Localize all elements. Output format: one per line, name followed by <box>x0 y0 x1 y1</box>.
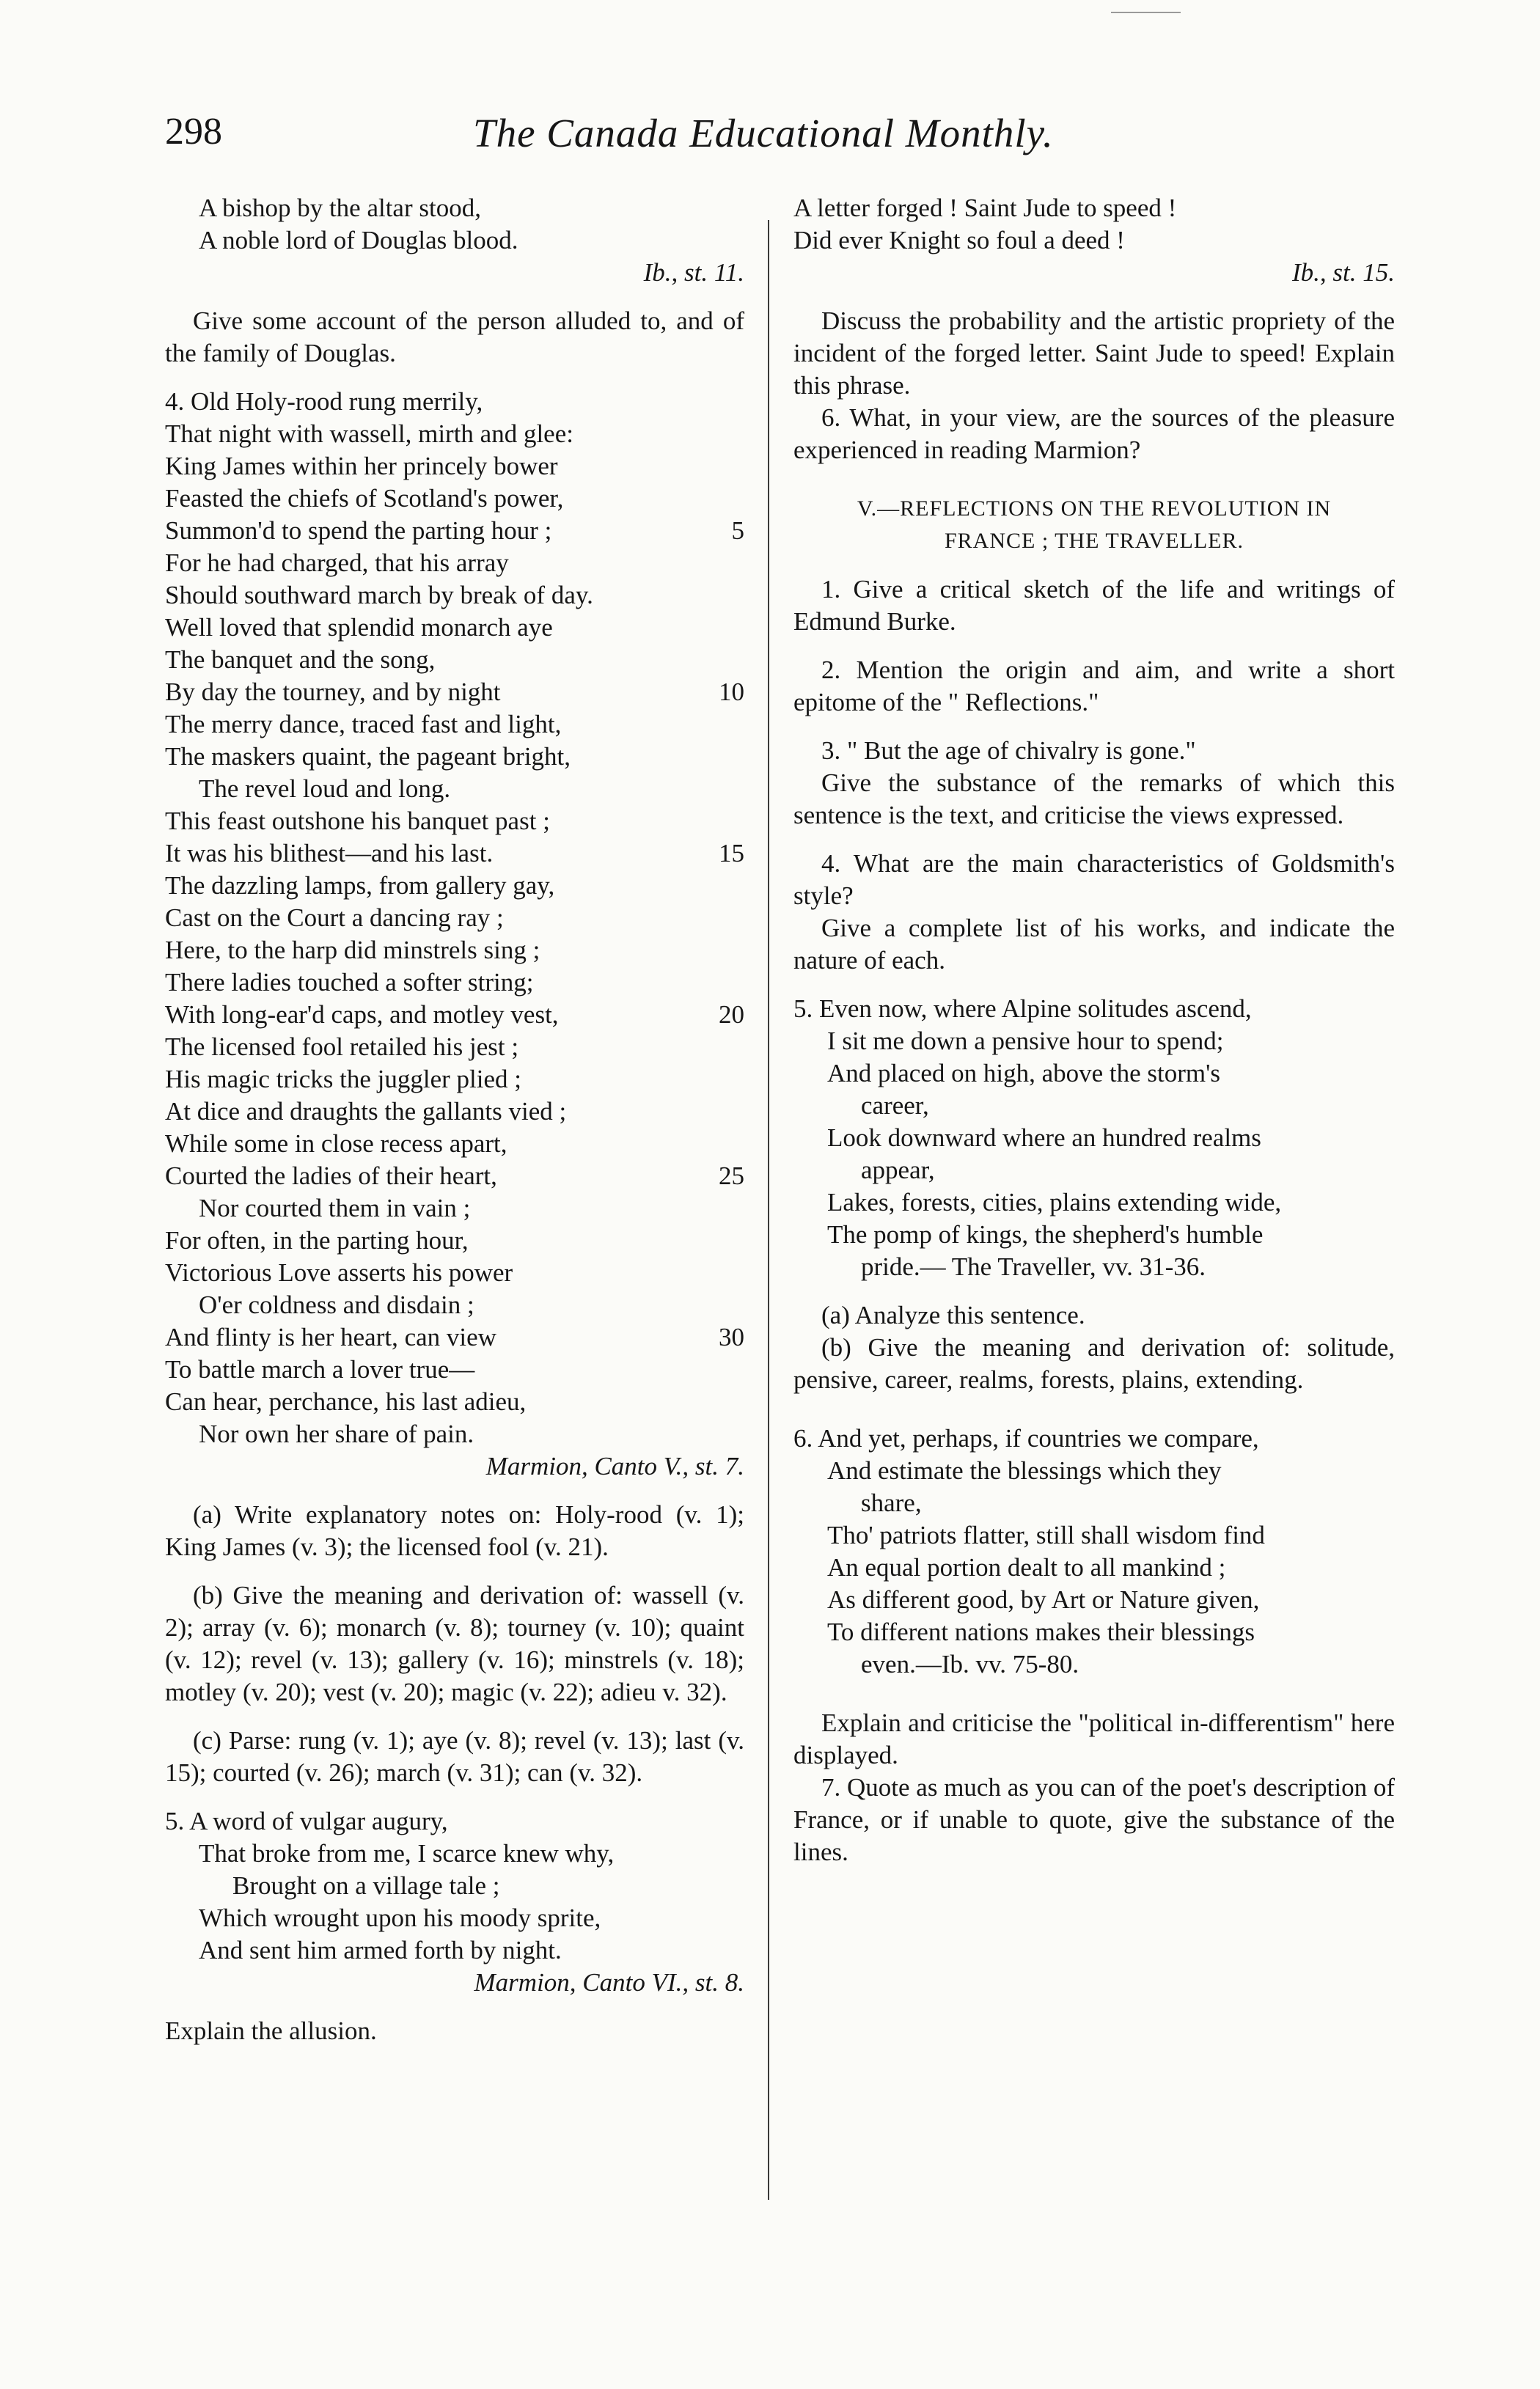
verse-line <box>165 1225 744 1257</box>
verse-line <box>165 1289 744 1321</box>
section-heading-2: FRANCE ; THE TRAVELLER. <box>944 529 1244 553</box>
question-4: 4. What are the main characteristics of Goldsmith's style? <box>793 849 1395 910</box>
question-b: (b) Give the meaning and derivation of: wassell (v. 2); array (v. 6); monarch (v. 8); tourney (v. 10); quaint (v. 12); revel (v. 13); gallery (v. 16); minstrels (v. 18); motley (v. 20); vest (v. 20); magic (v. 22); adieu v. 32). <box>165 1581 744 1706</box>
verse-line <box>165 676 744 708</box>
verse-text: Cast on the Court a dancing ray ; <box>165 903 504 932</box>
verse-block <box>165 1805 744 1967</box>
verse-text: Tho' patriots flatter, still shall wisdom find <box>827 1521 1265 1549</box>
verse-text: The pomp of kings, the shepherd's humble <box>827 1220 1264 1249</box>
running-title: The Canada Educational Monthly. <box>473 111 1054 155</box>
verse-text: To battle march a lover true— <box>165 1355 475 1384</box>
verse-line <box>165 1096 744 1128</box>
verse-text: even.—Ib. vv. 75-80. <box>861 1650 1079 1678</box>
verse-line <box>165 837 744 870</box>
verse-text: 5. A word of vulgar augury, <box>165 1807 448 1835</box>
verse-line <box>165 482 744 515</box>
verse-text: The dazzling lamps, from gallery gay, <box>165 871 555 900</box>
verse-line <box>165 708 744 741</box>
verse-line <box>165 1354 744 1386</box>
line-number: 30 <box>719 1323 744 1351</box>
verse-line <box>165 418 744 450</box>
citation: Marmion, Canto VI., st. 8. <box>474 1968 744 1997</box>
verse-text: King James within her princely bower <box>165 452 558 480</box>
verse-line <box>165 805 744 837</box>
question-4-detail: Give a complete list of his works, and indicate the nature of each. <box>793 914 1395 975</box>
question: Explain the allusion. <box>165 2016 377 2045</box>
verse-text: His magic tricks the juggler plied ; <box>165 1065 522 1093</box>
verse-text: There ladies touched a softer string; <box>165 968 534 997</box>
verse-line <box>165 1192 744 1225</box>
verse-line <box>165 1160 744 1192</box>
verse-line <box>165 966 744 999</box>
question-a: (a) Write explanatory notes on: Holy-rood (v. 1); King James (v. 3); the licensed fool (v. 21). <box>165 1500 744 1561</box>
verse-line <box>793 1122 1395 1154</box>
verse-line <box>165 579 744 612</box>
verse-text: pride.— The Traveller, vv. 31-36. <box>861 1252 1206 1281</box>
question: Discuss the probability and the artistic propriety of the incident of the forged letter. Saint Jude to speed! Explain this phrase. <box>793 307 1395 400</box>
page-number: 298 <box>165 111 222 153</box>
citation: Ib., st. 11. <box>643 258 744 287</box>
verse-line <box>165 741 744 773</box>
verse-text: Feasted the chiefs of Scotland's power, <box>165 484 564 513</box>
verse-text: The banquet and the song, <box>165 645 436 674</box>
verse-text: share, <box>861 1489 922 1517</box>
verse-line <box>165 386 744 418</box>
verse-text: This feast outshone his banquet past ; <box>165 807 550 835</box>
verse-text: Here, to the harp did minstrels sing ; <box>165 936 540 964</box>
verse-line <box>165 1902 744 1934</box>
verse-line <box>165 1063 744 1096</box>
verse-text: 4. Old Holy-rood rung merrily, <box>165 387 483 416</box>
question-b: (b) Give the meaning and derivation of: solitude, pensive, career, realms, forests, plains, extending. <box>793 1333 1395 1394</box>
verse-text: Brought on a village tale ; <box>232 1871 500 1900</box>
question-7: 7. Quote as much as you can of the poet's description of France, or if unable to quote, give the substance of the lines. <box>793 1773 1395 1866</box>
verse-line <box>165 1257 744 1289</box>
verse-text: Look downward where an hundred realms <box>827 1123 1261 1152</box>
top-rule <box>1111 12 1181 13</box>
verse-text: The revel loud and long. <box>199 774 451 803</box>
verse-text: Nor own her share of pain. <box>199 1420 474 1448</box>
verse-text: career, <box>861 1091 929 1120</box>
verse-line <box>793 1423 1395 1455</box>
verse-text: With long-ear'd caps, and motley vest, <box>165 1000 559 1029</box>
verse-block <box>793 1423 1395 1681</box>
verse-text: Which wrought upon his moody sprite, <box>199 1904 601 1932</box>
verse-line <box>165 192 744 224</box>
verse-text: O'er coldness and disdain ; <box>199 1291 474 1319</box>
verse-text: Nor courted them in vain ; <box>199 1194 471 1222</box>
verse-text: And sent him armed forth by night. <box>199 1936 562 1964</box>
question: Explain and criticise the "political in-differentism" here displayed. <box>793 1709 1395 1769</box>
verse-line <box>793 1219 1395 1251</box>
verse-text: Victorious Love asserts his power <box>165 1258 513 1287</box>
verse-line <box>793 1648 1395 1681</box>
verse-text: To different nations makes their blessings <box>827 1618 1255 1646</box>
verse-text: At dice and draughts the gallants vied ; <box>165 1097 567 1126</box>
line-number: 20 <box>719 1000 744 1029</box>
verse-line <box>793 1186 1395 1219</box>
verse-line <box>793 1552 1395 1584</box>
verse-text: For he had charged, that his array <box>165 548 509 577</box>
verse-line <box>165 1805 744 1838</box>
verse-text: As different good, by Art or Nature given, <box>827 1585 1260 1614</box>
verse-line <box>793 1251 1395 1283</box>
verse-line <box>165 1128 744 1160</box>
question-a: (a) Analyze this sentence. <box>821 1301 1085 1329</box>
verse-line <box>793 224 1395 257</box>
line-number: 15 <box>719 839 744 867</box>
verse-line <box>165 224 744 257</box>
verse-line <box>793 1154 1395 1186</box>
verse-text: The licensed fool retailed his jest ; <box>165 1032 519 1061</box>
verse-block <box>793 192 1395 257</box>
verse-line <box>165 902 744 934</box>
verse-line <box>793 1487 1395 1519</box>
verse-text: And flinty is her heart, can view <box>165 1323 496 1351</box>
verse-line <box>793 1455 1395 1487</box>
column-divider <box>768 220 769 2200</box>
verse-text: A letter forged ! Saint Jude to speed ! <box>793 194 1177 222</box>
verse-line <box>165 612 744 644</box>
verse-text: It was his blithest—and his last. <box>165 839 494 867</box>
verse-line <box>793 192 1395 224</box>
verse-line <box>793 1057 1395 1090</box>
question: Give some account of the person alluded to, and of the family of Douglas. <box>165 307 744 367</box>
verse-text: Lakes, forests, cities, plains extending wide, <box>827 1188 1282 1216</box>
verse-text: 5. Even now, where Alpine solitudes ascend, <box>793 994 1252 1023</box>
verse-text: Courted the ladies of their heart, <box>165 1162 497 1190</box>
left-column <box>165 192 744 2047</box>
verse-text: While some in close recess apart, <box>165 1129 507 1158</box>
verse-text: And estimate the blessings which they <box>827 1456 1222 1485</box>
line-number: 10 <box>719 678 744 706</box>
verse-line <box>165 1386 744 1418</box>
verse-text: By day the tourney, and by night <box>165 678 501 706</box>
verse-line <box>165 547 744 579</box>
verse-line <box>165 934 744 966</box>
page-header <box>165 110 1360 169</box>
verse-line <box>165 1838 744 1870</box>
verse-text: 6. And yet, perhaps, if countries we compare, <box>793 1424 1259 1453</box>
verse-text: The merry dance, traced fast and light, <box>165 710 562 738</box>
verse-text: Should southward march by break of day. <box>165 581 593 609</box>
verse-line <box>165 1418 744 1450</box>
verse-text: That night with wassell, mirth and glee: <box>165 419 573 448</box>
verse-line <box>165 999 744 1031</box>
verse-line <box>165 515 744 547</box>
verse-block <box>165 192 744 257</box>
citation: Ib., st. 15. <box>1292 258 1395 287</box>
verse-text: appear, <box>861 1156 935 1184</box>
verse-text: For often, in the parting hour, <box>165 1226 469 1255</box>
section-heading: V.—REFLECTIONS ON THE REVOLUTION IN <box>857 496 1332 521</box>
verse-block <box>165 386 744 1450</box>
line-number: 5 <box>731 516 744 545</box>
verse-text: I sit me down a pensive hour to spend; <box>827 1027 1224 1055</box>
verse-line <box>793 993 1395 1025</box>
verse-text: An equal portion dealt to all mankind ; <box>827 1553 1226 1582</box>
verse-text: Well loved that splendid monarch aye <box>165 613 553 642</box>
question-c: (c) Parse: rung (v. 1); aye (v. 8); revel (v. 13); last (v. 15); courted (v. 26); march (v. 31); can (v. 32). <box>165 1726 744 1787</box>
verse-text: A noble lord of Douglas blood. <box>199 226 518 254</box>
verse-text: Can hear, perchance, his last adieu, <box>165 1387 527 1416</box>
verse-line <box>165 450 744 482</box>
verse-line <box>165 644 744 676</box>
question-6: 6. What, in your view, are the sources of the pleasure experienced in reading Marmion? <box>793 403 1395 464</box>
verse-text: Did ever Knight so foul a deed ! <box>793 226 1125 254</box>
verse-line <box>165 773 744 805</box>
verse-line <box>793 1519 1395 1552</box>
verse-line <box>165 1934 744 1967</box>
verse-text: Summon'd to spend the parting hour ; <box>165 516 552 545</box>
right-column <box>793 192 1395 1868</box>
verse-text: And placed on high, above the storm's <box>827 1059 1221 1087</box>
citation: Marmion, Canto V., st. 7. <box>485 1452 744 1480</box>
question-2: 2. Mention the origin and aim, and write a short epitome of the " Reflections." <box>793 656 1395 716</box>
verse-line <box>165 1321 744 1354</box>
question-1: 1. Give a critical sketch of the life and writings of Edmund Burke. <box>793 575 1395 636</box>
verse-line <box>793 1616 1395 1648</box>
verse-line <box>165 1031 744 1063</box>
verse-line <box>165 870 744 902</box>
question-3: 3. " But the age of chivalry is gone." <box>821 736 1196 765</box>
verse-text: A bishop by the altar stood, <box>199 194 481 222</box>
verse-line <box>793 1090 1395 1122</box>
verse-block <box>793 993 1395 1283</box>
verse-text: The maskers quaint, the pageant bright, <box>165 742 571 771</box>
verse-text: That broke from me, I scarce knew why, <box>199 1839 615 1868</box>
verse-line <box>793 1584 1395 1616</box>
verse-line <box>165 1870 744 1902</box>
line-number: 25 <box>719 1162 744 1190</box>
verse-line <box>793 1025 1395 1057</box>
question-3-detail: Give the substance of the remarks of which this sentence is the text, and criticise the views expressed. <box>793 768 1395 829</box>
